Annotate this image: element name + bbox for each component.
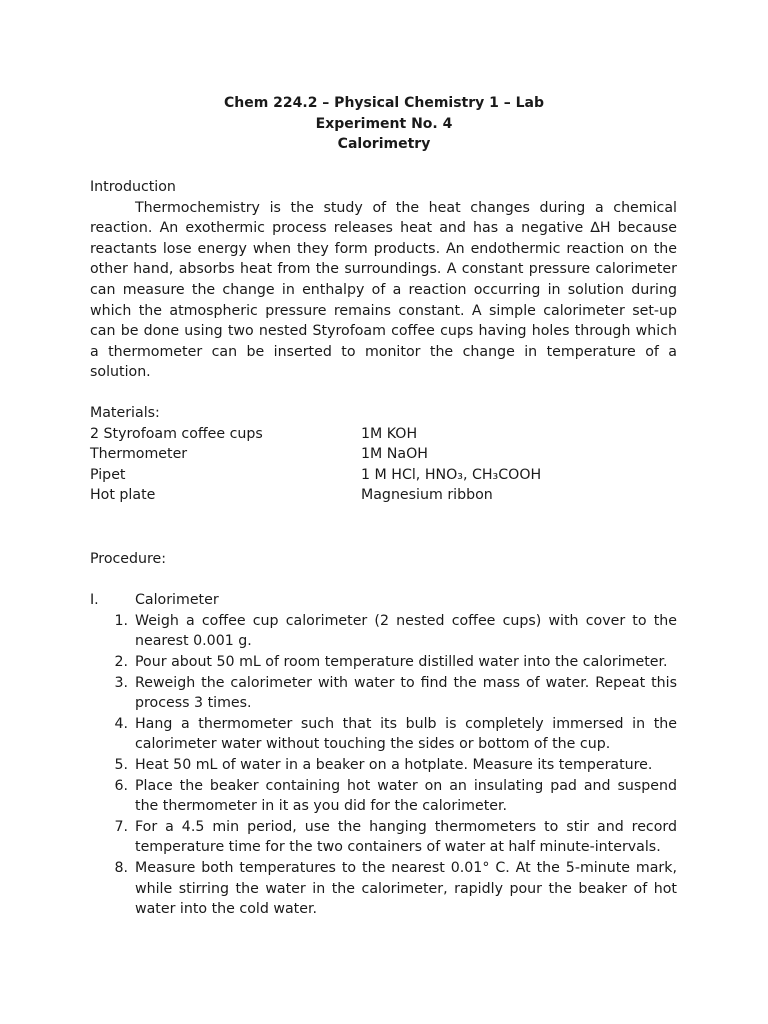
step-text: Place the beaker containing hot water on an insulating pad and suspend the thermometer in it as you did for the calorimeter. [135,777,677,815]
procedure-section [90,549,677,920]
procedure-step [90,673,677,714]
step-text: Reweigh the calorimeter with water to find the mass of water. Repeat this process 3 times. [135,674,677,712]
material-item: 1 M HCl, HNO₃, CH₃COOH [361,466,542,483]
experiment-number: Experiment No. 4 [315,115,453,132]
materials-section [90,403,677,506]
material-item: Magnesium ribbon [361,487,493,504]
step-number: 6. [114,777,128,794]
procedure-step [90,652,677,673]
step-number: 4. [114,715,128,732]
material-item: Hot plate [90,487,156,504]
procedure-step [90,714,677,755]
procedure-step [90,776,677,817]
materials-row [90,465,677,486]
introduction-section [90,177,677,383]
step-text: Hang a thermometer such that its bulb is completely immersed in the calorimeter water without touching the sides or bottom of the cup. [135,715,677,753]
procedure-step [90,755,677,776]
procedure-steps-list [90,611,677,920]
material-item: 1M KOH [361,425,418,442]
materials-row [90,444,677,465]
step-number: 2. [114,653,128,670]
material-item: Pipet [90,466,126,483]
subsection-number: I. [90,592,99,609]
step-number: 7. [114,818,128,835]
step-number: 5. [114,756,128,773]
document-title-block [0,93,768,155]
step-text: Weigh a coffee cup calorimeter (2 nested coffee cups) with cover to the nearest 0.001 g. [135,612,677,650]
experiment-title: Calorimetry [337,136,431,153]
material-item: 1M NaOH [361,446,428,463]
procedure-step [90,611,677,652]
procedure-subsection [90,590,677,611]
step-text: For a 4.5 min period, use the hanging thermometers to stir and record temperature time for the two containers of water at half minute-intervals. [135,818,677,856]
introduction-paragraph: Thermochemistry is the study of the heat changes during a chemical reaction. An exothermic process releases heat and has a negative ∆H because reactants lose energy when they form products. An endothermic reaction on the other hand, absorbs heat from the surroundings. A constant pressure calorimeter can measure the change in enthalpy of a reaction occurring in solution during which the atmospheric pressure remains constant. A simple calorimeter set-up can be done using two nested Styrofoam coffee cups having holes through which a thermometer can be inserted to monitor the change in temperature of a solution. [90,199,677,381]
material-item: 2 Styrofoam coffee cups [90,425,263,442]
step-text: Heat 50 mL of water in a beaker on a hotplate. Measure its temperature. [135,756,653,773]
materials-row [90,485,677,506]
step-number: 1. [114,612,128,629]
step-number: 3. [114,674,128,691]
introduction-heading: Introduction [90,179,176,195]
subsection-title: Calorimeter [135,592,219,609]
course-title: Chem 224.2 – Physical Chemistry 1 – Lab [223,95,545,111]
step-text: Pour about 50 mL of room temperature distilled water into the calorimeter. [135,653,668,670]
step-text: Measure both temperatures to the nearest 0.01° C. At the 5-minute mark, while stirring the water in the calorimeter, rapidly pour the beaker of hot water into the cold water. [135,859,677,918]
step-number: 8. [114,859,128,876]
materials-heading: Materials: [90,405,160,421]
procedure-step [90,858,677,920]
material-item: Thermometer [90,446,188,463]
procedure-step [90,817,677,858]
procedure-heading: Procedure: [90,551,167,567]
materials-row [90,424,677,445]
